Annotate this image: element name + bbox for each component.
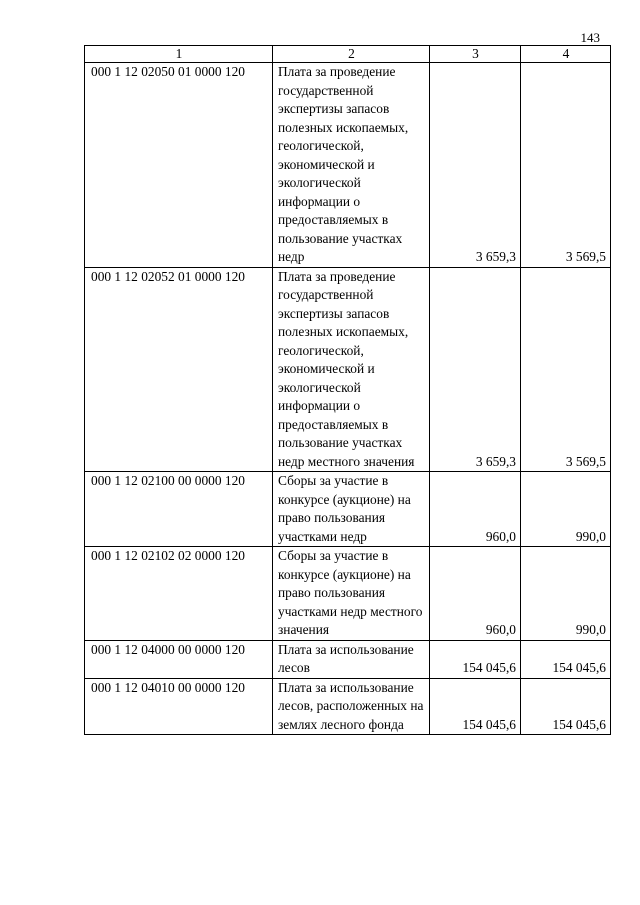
amount-col4-cell: 154 045,6 <box>521 640 611 678</box>
table-row <box>85 267 611 472</box>
budget-revenue-table <box>84 45 611 735</box>
amount-col4-cell: 990,0 <box>521 472 611 547</box>
budget-code-cell: 000 1 12 02052 01 0000 120 <box>85 267 273 472</box>
amount-col4-cell: 3 569,5 <box>521 267 611 472</box>
budget-code-cell: 000 1 12 02100 00 0000 120 <box>85 472 273 547</box>
revenue-name-cell: Плата за использование лесов, расположенных на землях лесного фонда <box>273 678 430 735</box>
amount-col3-cell: 960,0 <box>430 472 521 547</box>
budget-code-cell: 000 1 12 04010 00 0000 120 <box>85 678 273 735</box>
table-body <box>85 63 611 735</box>
table-row <box>85 547 611 641</box>
page-number: 143 <box>580 30 600 45</box>
amount-col3-cell: 154 045,6 <box>430 640 521 678</box>
budget-code-cell: 000 1 12 04000 00 0000 120 <box>85 640 273 678</box>
column-header-1: 1 <box>85 46 273 63</box>
header-row <box>85 46 611 63</box>
column-header-3: 3 <box>430 46 521 63</box>
column-header-2: 2 <box>273 46 430 63</box>
amount-col3-cell: 3 659,3 <box>430 63 521 268</box>
amount-col3-cell: 3 659,3 <box>430 267 521 472</box>
table-header <box>85 46 611 63</box>
table-row <box>85 472 611 547</box>
table-row <box>85 63 611 268</box>
amount-col4-cell: 990,0 <box>521 547 611 641</box>
revenue-name-cell: Плата за использование лесов <box>273 640 430 678</box>
amount-col3-cell: 960,0 <box>430 547 521 641</box>
budget-code-cell: 000 1 12 02050 01 0000 120 <box>85 63 273 268</box>
budget-code-cell: 000 1 12 02102 02 0000 120 <box>85 547 273 641</box>
amount-col3-cell: 154 045,6 <box>430 678 521 735</box>
amount-col4-cell: 154 045,6 <box>521 678 611 735</box>
revenue-name-cell: Плата за проведение государственной экспертизы запасов полезных ископаемых, геологической, экономической и экологической информации о предоставляемых в пользование участках недр местного значения <box>273 267 430 472</box>
revenue-name-cell: Плата за проведение государственной экспертизы запасов полезных ископаемых, геологической, экономической и экологической информации о предоставляемых в пользование участках недр <box>273 63 430 268</box>
revenue-name-cell: Сборы за участие в конкурсе (аукционе) на право пользования участками недр <box>273 472 430 547</box>
column-header-4: 4 <box>521 46 611 63</box>
table-row <box>85 678 611 735</box>
revenue-name-cell: Сборы за участие в конкурсе (аукционе) на право пользования участками недр местного значения <box>273 547 430 641</box>
table-row <box>85 640 611 678</box>
amount-col4-cell: 3 569,5 <box>521 63 611 268</box>
